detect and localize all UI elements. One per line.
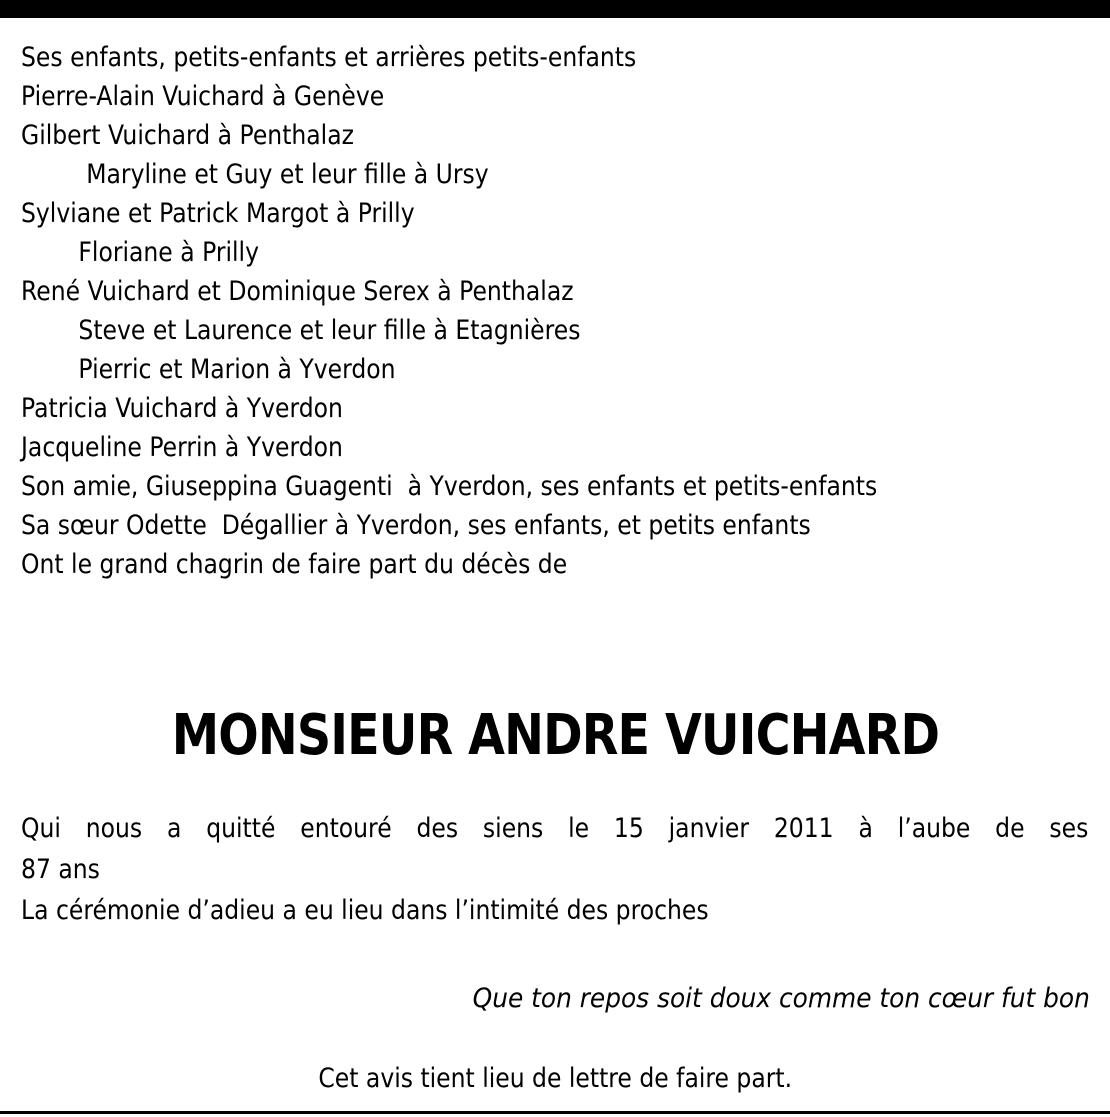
details-word: à: [858, 813, 873, 844]
family-line-indented: Pierric et Marion à Yverdon: [78, 354, 396, 385]
details-word: des: [416, 813, 459, 844]
details-word: le: [568, 813, 590, 844]
family-line-indented: Floriane à Prilly: [78, 237, 259, 268]
family-list: [21, 38, 1106, 584]
family-line: Patricia Vuichard à Yverdon: [21, 393, 343, 424]
details-word: ses: [1049, 813, 1089, 844]
details-word: 2011: [773, 813, 834, 844]
details-block: [21, 808, 1091, 931]
details-word: a: [166, 813, 182, 844]
details-word: entouré: [300, 813, 392, 844]
ceremony-line: La cérémonie d’adieu a eu lieu dans l’intimité des proches: [21, 895, 709, 926]
details-word: l’aube: [897, 813, 971, 844]
family-line: Ses enfants, petits-enfants et arrières petits-enfants: [21, 42, 637, 73]
details-word: janvier: [668, 813, 750, 844]
details-line: 87 ans: [21, 854, 100, 885]
family-line: Son amie, Giuseppina Guagenti à Yverdon, ses enfants et petits-enfants: [21, 471, 878, 502]
deceased-name: MONSIEUR ANDRE VUICHARD: [171, 703, 939, 768]
family-line: Pierre-Alain Vuichard à Genève: [21, 81, 385, 112]
deceased-name-heading: [0, 696, 1110, 776]
family-line: Sa sœur Odette Dégallier à Yverdon, ses enfants, et petits enfants: [21, 510, 811, 541]
announcement-line: Ont le grand chagrin de faire part du décès de: [21, 549, 568, 580]
family-line-indented: Maryline et Guy et leur fille à Ursy: [86, 159, 489, 190]
details-word: Qui: [21, 813, 61, 844]
family-line-indented: Steve et Laurence et leur fille à Etagnières: [78, 315, 581, 346]
notice-line: [0, 1058, 1110, 1099]
family-line: Sylviane et Patrick Margot à Prilly: [21, 198, 415, 229]
family-line: Gilbert Vuichard à Penthalaz: [21, 120, 354, 151]
details-word: quitté: [206, 813, 276, 844]
family-line: Jacqueline Perrin à Yverdon: [21, 432, 343, 463]
details-line-justified: [21, 808, 1088, 849]
details-word: de: [995, 813, 1025, 844]
details-word: siens: [482, 813, 544, 844]
details-word: 15: [613, 813, 644, 844]
family-line: René Vuichard et Dominique Serex à Penthalaz: [21, 276, 574, 307]
details-word: nous: [85, 813, 143, 844]
epitaph: Que ton repos soit doux comme ton cœur fut bon: [472, 983, 1090, 1014]
notice-text: Cet avis tient lieu de lettre de faire part.: [318, 1063, 792, 1094]
top-border-rule: [0, 0, 1110, 18]
bottom-border-rule: [0, 1111, 1110, 1114]
